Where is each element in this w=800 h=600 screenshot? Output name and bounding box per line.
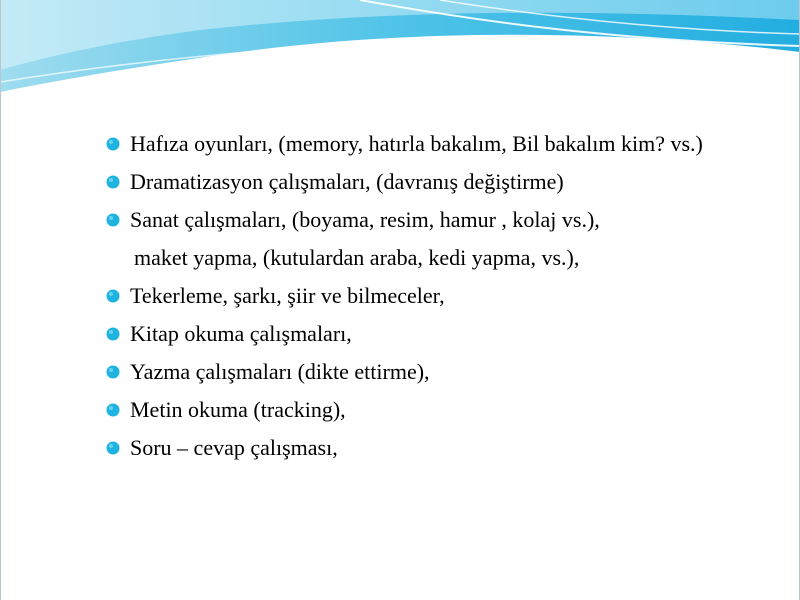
bullet-icon [106,175,120,189]
list-item-text: Yazma çalışmaları (dikte ettirme), [130,359,430,384]
left-border [0,0,1,600]
list-item [104,432,784,464]
list-item [104,166,784,198]
list-item [104,356,784,388]
list-item [104,318,784,350]
list-item-text: Tekerleme, şarkı, şiir ve bilmeceler, [130,283,445,308]
list-item-text: Hafıza oyunları, (memory, hatırla bakalım, Bil bakalım kim? vs.) [130,131,703,156]
list-item-text: Kitap okuma çalışmaları, [130,321,352,346]
list-item [104,128,784,160]
list-item [104,204,784,236]
list-item [104,280,784,312]
header-wave-decoration [0,0,800,110]
list-item-continuation [104,242,784,274]
bullet-icon [106,441,120,455]
bullet-icon [106,327,120,341]
bullet-icon [106,289,120,303]
bullet-icon [106,403,120,417]
list-item [104,394,784,426]
list-item-text: maket yapma, (kutulardan araba, kedi yapma, vs.), [134,245,580,270]
bullet-icon [106,137,120,151]
list-item-text: Dramatizasyon çalışmaları, (davranış değiştirme) [130,169,564,194]
list-item-text: Metin okuma (tracking), [130,397,346,422]
list-item-text: Sanat çalışmaları, (boyama, resim, hamur , kolaj vs.), [130,207,600,232]
bullet-icon [106,213,120,227]
bullet-icon [106,365,120,379]
list-item-text: Soru – cevap çalışması, [130,435,338,460]
bullet-list [104,128,784,470]
